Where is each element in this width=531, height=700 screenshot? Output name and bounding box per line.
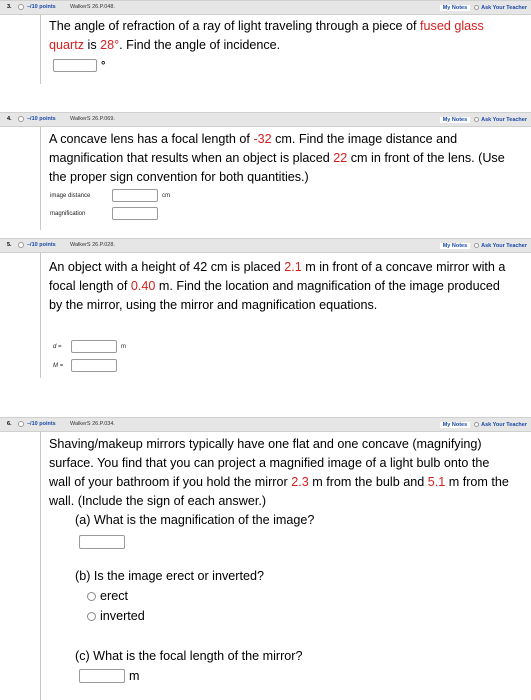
q3-source: WalkerS 26.P.048. xyxy=(70,4,115,10)
q5-ask-label: Ask Your Teacher xyxy=(481,242,527,249)
q5-distance-input[interactable] xyxy=(71,340,117,353)
q6-erect-radio[interactable] xyxy=(87,592,96,601)
q4-ask-teacher-button[interactable] xyxy=(474,117,527,123)
q6-my-notes-button[interactable]: My Notes xyxy=(440,422,470,428)
q4-number: 4. xyxy=(7,116,12,122)
q6-body xyxy=(40,431,519,700)
q3-my-notes-button[interactable]: My Notes xyxy=(440,5,470,11)
q5-M-label: M = xyxy=(53,362,64,369)
q6-part-b: (b) Is the image erect or inverted? xyxy=(75,569,264,583)
q6-inverted-radio[interactable] xyxy=(87,612,96,621)
q6-magnification-input[interactable] xyxy=(79,535,125,549)
q4-my-notes-button[interactable]: My Notes xyxy=(440,117,470,123)
q4-image-distance-input[interactable] xyxy=(112,189,158,202)
q3-points: –/10 points xyxy=(27,4,56,10)
q6-points: –/10 points xyxy=(27,421,56,427)
q4-question-text: A concave lens has a focal length of -32 cm. Find the image distance and magnification that results when an object is placed 22 cm in front of the lens. (Use the proper sign convention for both quantities.) xyxy=(49,132,505,184)
plus-icon xyxy=(474,5,479,10)
q3-body xyxy=(40,14,519,84)
q5-body xyxy=(40,252,519,378)
q4-magnification-input[interactable] xyxy=(112,207,158,220)
q3-ask-label: Ask Your Teacher xyxy=(481,4,527,11)
q4-points: –/10 points xyxy=(27,116,56,122)
q5-m-unit: m xyxy=(121,343,126,350)
q6-question-text: Shaving/makeup mirrors typically have one flat and one concave (magnifying) surface. You find that you can project a magnified image of a light bulb onto the wall of your bathroom if you hold the mirror 2.3 m from the bulb and 5.1 m from the wall. (Include the sign of each answer.) xyxy=(49,437,509,508)
q5-my-notes-button[interactable]: My Notes xyxy=(440,243,470,249)
q6-source: WalkerS 26.P.034. xyxy=(70,421,115,427)
q3-expand-icon[interactable] xyxy=(18,4,24,10)
q4-cm-unit: cm xyxy=(162,192,170,199)
q5-source: WalkerS 26.P.028. xyxy=(70,242,115,248)
q5-magnification-input[interactable] xyxy=(71,359,117,372)
q6-ask-teacher-button[interactable] xyxy=(474,422,527,428)
q5-expand-icon[interactable] xyxy=(18,242,24,248)
q6-erect-label: erect xyxy=(100,589,128,603)
q4-image-distance-label: image distance xyxy=(50,192,91,199)
q4-ask-label: Ask Your Teacher xyxy=(481,116,527,123)
q5-header xyxy=(0,238,531,253)
q3-degree-unit: ° xyxy=(101,59,106,72)
q3-header xyxy=(0,0,531,15)
q6-focal-length-input[interactable] xyxy=(79,669,125,683)
q5-points: –/10 points xyxy=(27,242,56,248)
q4-body xyxy=(40,126,519,230)
q4-header xyxy=(0,112,531,127)
q6-ask-label: Ask Your Teacher xyxy=(481,421,527,428)
q6-part-c: (c) What is the focal length of the mirror? xyxy=(75,649,303,663)
q6-header xyxy=(0,417,531,432)
q5-d-label: d = xyxy=(53,343,62,350)
q6-part-a: (a) What is the magnification of the image? xyxy=(75,513,315,527)
q5-number: 5. xyxy=(7,242,12,248)
q3-angle-input[interactable] xyxy=(53,59,97,72)
plus-icon xyxy=(474,117,479,122)
q3-tools xyxy=(440,3,527,12)
q6-m-unit: m xyxy=(129,669,140,683)
q6-inverted-label: inverted xyxy=(100,609,145,623)
q5-tools xyxy=(440,241,527,250)
plus-icon xyxy=(474,243,479,248)
q6-expand-icon[interactable] xyxy=(18,421,24,427)
q5-ask-teacher-button[interactable] xyxy=(474,243,527,249)
q6-number: 6. xyxy=(7,421,12,427)
q3-ask-teacher-button[interactable] xyxy=(474,5,527,11)
q4-tools xyxy=(440,115,527,124)
q3-question-text: The angle of refraction of a ray of light traveling through a piece of fused glass quartz is 28°. Find the angle of incidence. xyxy=(49,19,484,52)
plus-icon xyxy=(474,422,479,427)
q6-tools xyxy=(440,420,527,429)
q4-source: WalkerS 26.P.069. xyxy=(70,116,115,122)
q4-magnification-label: magnification xyxy=(50,210,86,217)
q4-expand-icon[interactable] xyxy=(18,116,24,122)
q5-question-text: An object with a height of 42 cm is placed 2.1 m in front of a concave mirror with a focal length of 0.40 m. Find the location and magnification of the image produced by the mirror, using the mirror and magnification equations. xyxy=(49,260,506,312)
q3-number: 3. xyxy=(7,4,12,10)
